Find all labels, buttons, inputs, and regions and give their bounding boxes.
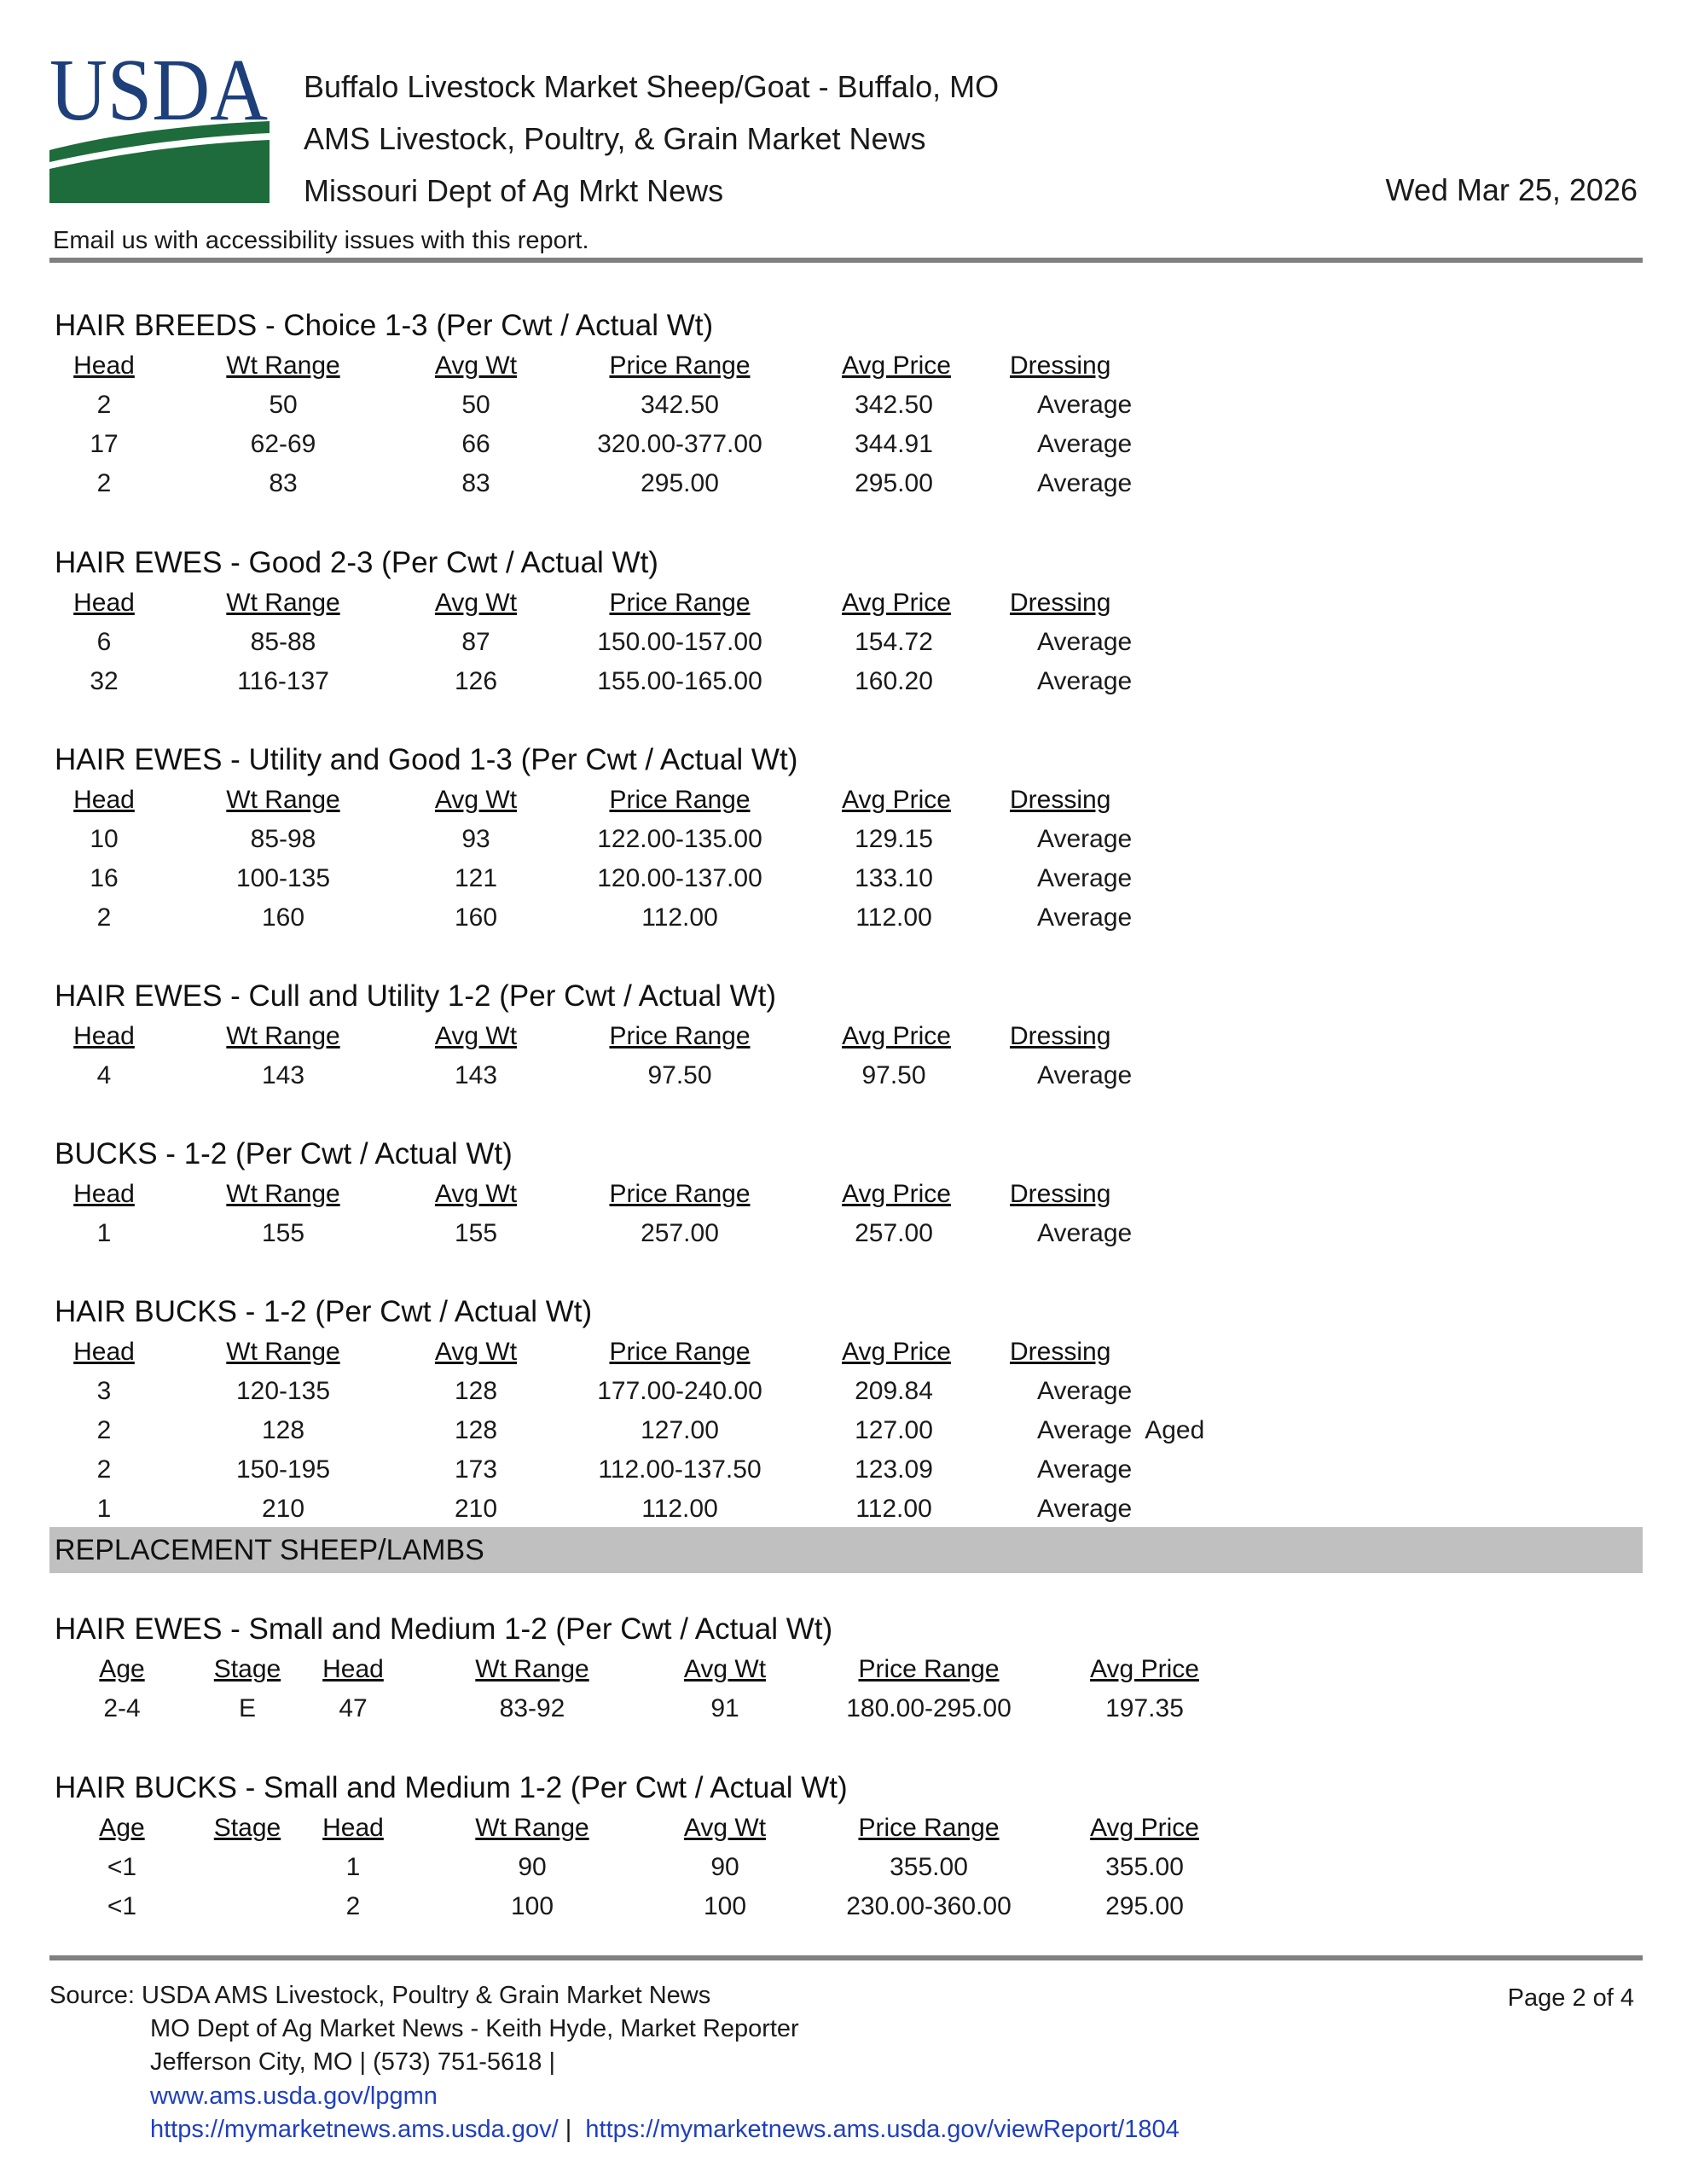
section-title: HAIR BREEDS - Choice 1-3 (Per Cwt / Actual Wt)	[55, 309, 714, 342]
table-cell: 295.00	[1105, 1892, 1184, 1920]
table-cell: 1	[96, 1495, 112, 1523]
table-cell: 160	[454, 903, 498, 932]
table-cell: 16	[90, 864, 119, 892]
column-header: Avg Wt	[434, 1180, 518, 1208]
table-cell: 93	[461, 825, 490, 853]
table-cell: 143	[261, 1061, 305, 1089]
column-header: Avg Price	[1090, 1814, 1199, 1842]
table-cell: 155	[454, 1219, 498, 1247]
table-cell: 50	[269, 391, 298, 419]
footer-link-mymarketnews[interactable]: https://mymarketnews.ams.usda.gov/	[150, 2116, 559, 2143]
table-cell: Average	[1037, 825, 1133, 853]
table-cell: 209.84	[855, 1377, 933, 1405]
table-cell: 122.00-135.00	[597, 825, 762, 853]
usda-logo	[49, 49, 270, 203]
table-cell: 173	[454, 1455, 498, 1484]
table-cell: 180.00-295.00	[846, 1694, 1012, 1722]
column-header: Avg Wt	[683, 1814, 767, 1842]
column-header: Wt Range	[226, 351, 340, 380]
table-cell: Average	[1037, 628, 1133, 656]
column-header: Avg Price	[842, 1022, 951, 1050]
svg-text:USDA: USDA	[49, 49, 268, 139]
table-cell: Average	[1037, 391, 1133, 419]
table-cell: 2	[96, 1455, 112, 1484]
footer-link-lpgmn[interactable]: www.ams.usda.gov/lpgmn	[150, 2082, 438, 2110]
table-cell: 127.00	[855, 1416, 933, 1444]
section-title: HAIR EWES - Good 2-3 (Per Cwt / Actual Wt)	[55, 546, 658, 579]
table-cell: 2	[96, 1416, 112, 1444]
table-cell: 355.00	[1105, 1853, 1184, 1881]
column-header: Avg Price	[842, 1338, 951, 1366]
column-header: Price Range	[858, 1814, 1000, 1842]
table-cell: 355.00	[890, 1853, 968, 1881]
table-cell: 127.00	[641, 1416, 719, 1444]
column-header: Price Range	[609, 786, 751, 814]
table-cell: 85-98	[250, 825, 316, 853]
table-cell: 50	[461, 391, 490, 419]
column-header: Wt Range	[226, 1180, 340, 1208]
table-cell: 10	[90, 825, 119, 853]
table-cell: 17	[90, 430, 119, 458]
table-cell: 97.50	[647, 1061, 712, 1089]
table-cell: 100	[510, 1892, 554, 1920]
column-header: Age	[99, 1814, 145, 1842]
footer-link-separator: |	[558, 2116, 586, 2143]
table-cell: 342.50	[855, 391, 933, 419]
table-cell: 83-92	[499, 1694, 565, 1722]
column-header: Avg Wt	[434, 1022, 518, 1050]
table-cell: 83	[269, 469, 298, 497]
table-cell: 112.00	[855, 903, 932, 932]
table-cell: 4	[96, 1061, 112, 1089]
table-cell: 128	[261, 1416, 305, 1444]
column-header: Stage	[213, 1655, 281, 1683]
table-cell: 197.35	[1105, 1694, 1184, 1722]
table-cell: 320.00-377.00	[597, 430, 762, 458]
table-cell: 128	[454, 1416, 498, 1444]
table-cell: 133.10	[855, 864, 933, 892]
table-cell: 210	[454, 1495, 498, 1523]
table-cell: 1	[96, 1219, 112, 1247]
column-header: Dressing	[1010, 589, 1111, 617]
table-cell: 121	[454, 864, 498, 892]
column-header: Head	[73, 1022, 135, 1050]
table-cell: 257.00	[641, 1219, 719, 1247]
column-header: Price Range	[609, 1338, 751, 1366]
column-header: Dressing	[1010, 1338, 1111, 1366]
table-cell: 3	[96, 1377, 112, 1405]
table-cell: 2	[96, 391, 112, 419]
column-header: Wt Range	[226, 1338, 340, 1366]
table-cell: 62-69	[250, 430, 316, 458]
table-cell: Average	[1037, 1061, 1133, 1089]
column-header: Dressing	[1010, 1022, 1111, 1050]
column-header: Wt Range	[475, 1814, 589, 1842]
footer-reporter: MO Dept of Ag Market News - Keith Hyde, Market Reporter	[150, 2015, 799, 2042]
table-cell: 85-88	[250, 628, 316, 656]
table-cell: Average	[1037, 903, 1133, 932]
column-header: Price Range	[609, 351, 751, 380]
table-cell: 2-4	[103, 1694, 141, 1722]
table-cell: 177.00-240.00	[597, 1377, 762, 1405]
table-cell: 295.00	[855, 469, 933, 497]
table-cell: 90	[710, 1853, 739, 1881]
column-header: Dressing	[1010, 1180, 1111, 1208]
table-cell: Average	[1037, 1219, 1133, 1247]
section-title: HAIR EWES - Utility and Good 1-3 (Per Cwt / Actual Wt)	[55, 743, 798, 776]
column-header: Age	[99, 1655, 145, 1683]
footer-source: Source: USDA AMS Livestock, Poultry & Grain Market News	[49, 1982, 711, 2009]
column-header: Dressing	[1010, 786, 1111, 814]
agency-line: AMS Livestock, Poultry, & Grain Market News	[304, 121, 926, 156]
table-cell: Average	[1037, 1377, 1133, 1405]
table-cell: 150.00-157.00	[597, 628, 762, 656]
table-cell: Average	[1037, 1455, 1133, 1484]
column-header: Price Range	[609, 589, 751, 617]
table-cell: 112.00	[641, 1495, 718, 1523]
footer-contact: Jefferson City, MO | (573) 751-5618 |	[150, 2048, 555, 2076]
column-header: Head	[73, 589, 135, 617]
table-cell: Average	[1037, 430, 1133, 458]
table-cell: 154.72	[855, 628, 933, 656]
table-cell: 87	[461, 628, 490, 656]
table-cell: 143	[454, 1061, 498, 1089]
table-cell: 2	[96, 469, 112, 497]
section-title: HAIR BUCKS - Small and Medium 1-2 (Per Cwt / Actual Wt)	[55, 1771, 848, 1804]
column-header: Price Range	[609, 1180, 751, 1208]
column-header: Wt Range	[226, 786, 340, 814]
table-cell: 295.00	[641, 469, 719, 497]
column-header: Head	[73, 351, 135, 380]
footer-rule	[49, 1955, 1643, 1960]
table-cell: 123.09	[855, 1455, 933, 1484]
column-header: Head	[322, 1655, 384, 1683]
column-header: Head	[322, 1814, 384, 1842]
table-cell: 129.15	[855, 825, 933, 853]
table-cell: 66	[461, 430, 490, 458]
table-cell: Average	[1037, 667, 1133, 695]
column-header: Price Range	[858, 1655, 1000, 1683]
section-title: HAIR EWES - Small and Medium 1-2 (Per Cwt / Actual Wt)	[55, 1612, 833, 1646]
page-number: Page 2 of 4	[1507, 1984, 1634, 2012]
table-cell: 230.00-360.00	[846, 1892, 1012, 1920]
table-cell: Average Aged	[1037, 1416, 1205, 1444]
column-header: Avg Wt	[434, 351, 518, 380]
table-cell: 120.00-137.00	[597, 864, 762, 892]
table-cell: <1	[107, 1892, 137, 1920]
column-header: Wt Range	[226, 589, 340, 617]
replacement-banner-label: REPLACEMENT SHEEP/LAMBS	[55, 1534, 484, 1566]
table-cell: 32	[90, 667, 119, 695]
table-cell: Average	[1037, 1495, 1133, 1523]
replacement-banner	[49, 1527, 1643, 1573]
column-header: Wt Range	[475, 1655, 589, 1683]
table-cell: 6	[96, 628, 112, 656]
table-cell: 126	[454, 667, 498, 695]
column-header: Head	[73, 786, 135, 814]
table-cell: 83	[461, 469, 490, 497]
column-header: Avg Wt	[434, 1338, 518, 1366]
table-cell: 155	[261, 1219, 305, 1247]
table-cell: 128	[454, 1377, 498, 1405]
footer-links-row	[150, 2116, 1180, 2144]
table-cell: 90	[518, 1853, 547, 1881]
table-cell: Average	[1037, 469, 1133, 497]
section-title: HAIR BUCKS - 1-2 (Per Cwt / Actual Wt)	[55, 1295, 593, 1328]
column-header: Avg Price	[842, 351, 951, 380]
table-cell: 210	[261, 1495, 305, 1523]
table-cell: 1	[345, 1853, 361, 1881]
table-cell: 97.50	[861, 1061, 926, 1089]
column-header: Avg Price	[1090, 1655, 1199, 1683]
column-header: Head	[73, 1338, 135, 1366]
table-cell: 344.91	[855, 430, 933, 458]
section-title: BUCKS - 1-2 (Per Cwt / Actual Wt)	[55, 1137, 513, 1170]
table-cell: 47	[339, 1694, 368, 1722]
column-header: Avg Price	[842, 1180, 951, 1208]
column-header: Avg Wt	[434, 589, 518, 617]
column-header: Wt Range	[226, 1022, 340, 1050]
table-cell: 112.00	[641, 903, 718, 932]
column-header: Head	[73, 1180, 135, 1208]
column-header: Dressing	[1010, 351, 1111, 380]
section-title: HAIR EWES - Cull and Utility 1-2 (Per Cwt / Actual Wt)	[55, 979, 777, 1013]
table-cell: 155.00-165.00	[597, 667, 762, 695]
table-cell: 100-135	[235, 864, 331, 892]
column-header: Price Range	[609, 1022, 751, 1050]
table-cell: 112.00-137.50	[598, 1455, 762, 1484]
table-cell: 160	[261, 903, 305, 932]
column-header: Stage	[213, 1814, 281, 1842]
table-cell: 91	[710, 1694, 739, 1722]
column-header: Avg Wt	[683, 1655, 767, 1683]
column-header: Avg Price	[842, 589, 951, 617]
office-line: Missouri Dept of Ag Mrkt News	[304, 173, 724, 208]
table-cell: 120-135	[235, 1377, 331, 1405]
table-cell: 100	[703, 1892, 747, 1920]
table-cell: 2	[96, 903, 112, 932]
table-cell: 116-137	[237, 667, 329, 695]
column-header: Avg Price	[842, 786, 951, 814]
table-cell: 2	[345, 1892, 361, 1920]
table-cell: <1	[107, 1853, 137, 1881]
table-cell: 342.50	[641, 391, 719, 419]
table-cell: 112.00	[855, 1495, 932, 1523]
report-title: Buffalo Livestock Market Sheep/Goat - Buffalo, MO	[304, 69, 1000, 104]
accessibility-note[interactable]: Email us with accessibility issues with this report.	[53, 227, 589, 254]
header-rule	[49, 258, 1643, 263]
footer-link-report[interactable]: https://mymarketnews.ams.usda.gov/viewReport/1804	[585, 2116, 1180, 2143]
column-header: Avg Wt	[434, 786, 518, 814]
table-cell: E	[238, 1694, 257, 1722]
table-cell: 160.20	[855, 667, 933, 695]
table-cell: 257.00	[855, 1219, 933, 1247]
report-date: Wed Mar 25, 2026	[1385, 172, 1638, 207]
table-cell: 150-195	[235, 1455, 331, 1484]
table-cell: Average	[1037, 864, 1133, 892]
